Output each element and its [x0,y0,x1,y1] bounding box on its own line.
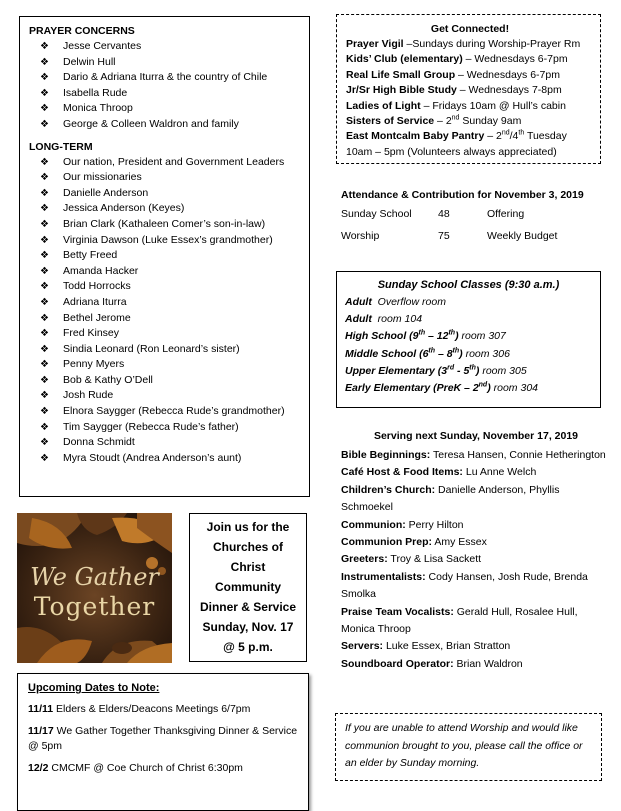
join-line: Dinner & Service [199,600,297,614]
join-line: Community [215,580,281,594]
prayer-list-item: ❖ Delwin Hull [29,55,303,71]
diamond-bullet-icon: ❖ [40,421,49,433]
diamond-bullet-icon: ❖ [40,56,49,68]
upcoming-item: 11/17 We Gather Together Thanksgiving Dinner & Service @ 5pm [28,725,298,752]
diamond-bullet-icon: ❖ [40,250,49,262]
prayer-concerns-list [29,39,303,133]
diamond-bullet-icon: ❖ [40,118,49,130]
prayer-list-item: ❖ Bob & Kathy O’Dell [29,373,303,389]
prayer-list-item: ❖ Adriana Iturra [29,295,303,311]
long-term-list [29,155,303,467]
prayer-list-item: ❖ Jessica Anderson (Keyes) [29,201,303,217]
serving-role: Café Host & Food Items: Lu Anne Welch [341,466,537,479]
prayer-list-item: ❖ Danielle Anderson [29,186,303,202]
upcoming-dates-title: Upcoming Dates to Note: [28,682,160,694]
join-line: Sunday, Nov. 17 [202,620,294,634]
join-line: @ 5 p.m. [223,640,273,654]
attendance-title: Attendance & Contribution for November 3, 2019 [341,189,584,201]
upcoming-item: 11/11 Elders & Elders/Deacons Meetings 6/7pm [28,703,251,715]
diamond-bullet-icon: ❖ [40,281,49,293]
get-connected-title: Get Connected! [430,23,510,35]
class-line: Middle School (6th – 8th) room 306 [345,347,510,360]
we-gather-together-image [17,513,172,663]
diamond-bullet-icon: ❖ [40,41,49,52]
connected-line: East Montcalm Baby Pantry – 2nd/4th Tuesday 10am – 5pm (Volunteers always appreciated) [346,129,567,158]
prayer-list-item: ❖ Isabella Rude [29,86,303,102]
serving-section [341,430,611,673]
diamond-bullet-icon: ❖ [40,437,49,449]
serving-role: Instrumentalists: Cody Hansen, Josh Rude, Brenda Smolka [341,570,588,601]
prayer-list-item: ❖ George & Colleen Waldron and family [29,117,303,133]
prayer-list-item: ❖ Amanda Hacker [29,264,303,280]
diamond-bullet-icon: ❖ [40,172,49,184]
sunday-school-title: Sunday School Classes (9:30 a.m.) [377,279,560,291]
diamond-bullet-icon: ❖ [40,390,49,402]
prayer-list-item: ❖ Jesse Cervantes [29,39,303,55]
prayer-list-item: ❖ Sindia Leonard (Ron Leonard’s sister) [29,342,303,358]
diamond-bullet-icon: ❖ [40,452,49,464]
prayer-list-item: ❖ Monica Throop [29,101,303,117]
diamond-bullet-icon: ❖ [40,103,49,115]
serving-role: Bible Beginnings: Teresa Hansen, Connie Hetherington [341,449,606,461]
connected-line: Jr/Sr High Bible Study – Wednesdays 7-8pm [346,84,562,97]
diamond-bullet-icon: ❖ [40,406,49,418]
diamond-bullet-icon: ❖ [40,374,49,386]
diamond-bullet-icon: ❖ [40,312,49,324]
connected-line: Kids’ Club (elementary) – Wednesdays 6-7pm [346,53,568,66]
long-term-title: LONG-TERM [29,140,93,153]
diamond-bullet-icon: ❖ [40,296,49,308]
prayer-list-item: ❖ Donna Schmidt [29,435,303,451]
diamond-bullet-icon: ❖ [40,72,49,84]
serving-role: Communion Prep: Amy Essex [341,536,487,549]
class-line: Early Elementary (PreK – 2nd) room 304 [345,381,538,395]
prayer-list-item: ❖ Virginia Dawson (Luke Essex’s grandmother) [29,233,303,249]
prayer-list-item: ❖ Fred Kinsey [29,326,303,342]
prayer-list-item: ❖ Betty Freed [29,248,303,264]
connected-line: Prayer Vigil –Sundays during Worship-Prayer Rm [346,38,581,50]
diamond-bullet-icon: ❖ [40,234,49,246]
community-dinner-box [189,513,307,662]
connected-line: Sisters of Service – 2nd Sunday 9am [346,114,522,128]
prayer-list-item: ❖ Elnora Saygger (Rebecca Rude’s grandmother) [29,404,303,420]
diamond-bullet-icon: ❖ [40,218,49,230]
prayer-list-item: ❖ Myra Stoudt (Andrea Anderson’s aunt) [29,451,303,467]
serving-title: Serving next Sunday, November 17, 2019 [373,430,579,442]
prayer-list-item: ❖ Penny Myers [29,357,303,373]
get-connected-box [336,14,601,164]
prayer-list-item: ❖ Bethel Jerome [29,311,303,327]
prayer-list-item: ❖ Our nation, President and Government Leaders [29,155,303,171]
attendance-section [341,189,606,252]
class-line: High School (9th – 12th) room 307 [345,329,506,343]
class-line: Adult room 104 [345,313,423,326]
join-line: Churches of [212,540,283,554]
prayer-concerns-title: PRAYER CONCERNS [29,25,135,37]
diamond-bullet-icon: ❖ [40,343,49,355]
upcoming-dates-box [17,673,309,811]
diamond-bullet-icon: ❖ [40,87,49,99]
serving-role: Servers: Luke Essex, Brian Stratton [341,640,511,653]
join-line: Christ [230,560,266,574]
diamond-bullet-icon: ❖ [40,187,49,199]
serving-role: Praise Team Vocalists: Gerald Hull, Rosalee Hull, Monica Throop [341,605,578,636]
image-text-we-gather: We Gather [30,563,159,591]
prayer-list-item: ❖ Brian Clark (Kathaleen Comer’s son-in-law) [29,217,303,233]
attendance-row: Worship 75 Weekly Budget [341,230,558,242]
attendance-row: Sunday School 48 Offering [341,208,525,220]
prayer-list-item: ❖ Dario & Adriana Iturra & the country of Chile [29,70,303,86]
diamond-bullet-icon: ❖ [40,156,49,168]
class-line: Upper Elementary (3rd - 5th) room 305 [345,364,527,377]
join-line: Join us for the [206,520,290,534]
prayer-list-item: ❖ Josh Rude [29,388,303,404]
class-line: Adult Overflow room [345,296,446,308]
communion-note: If you are unable to attend Worship and would like communion brought to you, please call the office or an elder by Sunday morning. [335,713,602,781]
serving-role: Soundboard Operator: Brian Waldron [341,657,523,670]
prayer-list-item: ❖ Tim Saygger (Rebecca Rude’s father) [29,420,303,436]
diamond-bullet-icon: ❖ [40,265,49,277]
serving-role: Children’s Church: Danielle Anderson, Phyllis Schmoekel [341,483,560,514]
sunday-school-box [336,271,601,408]
prayer-list-item: ❖ Our missionaries [29,170,303,186]
serving-role: Communion: Perry Hilton [341,518,464,531]
diamond-bullet-icon: ❖ [40,359,49,371]
diamond-bullet-icon: ❖ [40,203,49,215]
upcoming-item: 12/2 CMCMF @ Coe Church of Christ 6:30pm [28,762,243,774]
diamond-bullet-icon: ❖ [40,328,49,340]
image-text-together: Together [33,592,156,621]
serving-role: Greeters: Troy & Lisa Sackett [341,553,482,566]
connected-line: Ladies of Light – Fridays 10am @ Hull’s cabin [346,99,566,112]
prayer-list-item: ❖ Todd Horrocks [29,279,303,295]
connected-line: Real Life Small Group – Wednesdays 6-7pm [346,68,560,81]
prayer-concerns-box [19,16,310,497]
